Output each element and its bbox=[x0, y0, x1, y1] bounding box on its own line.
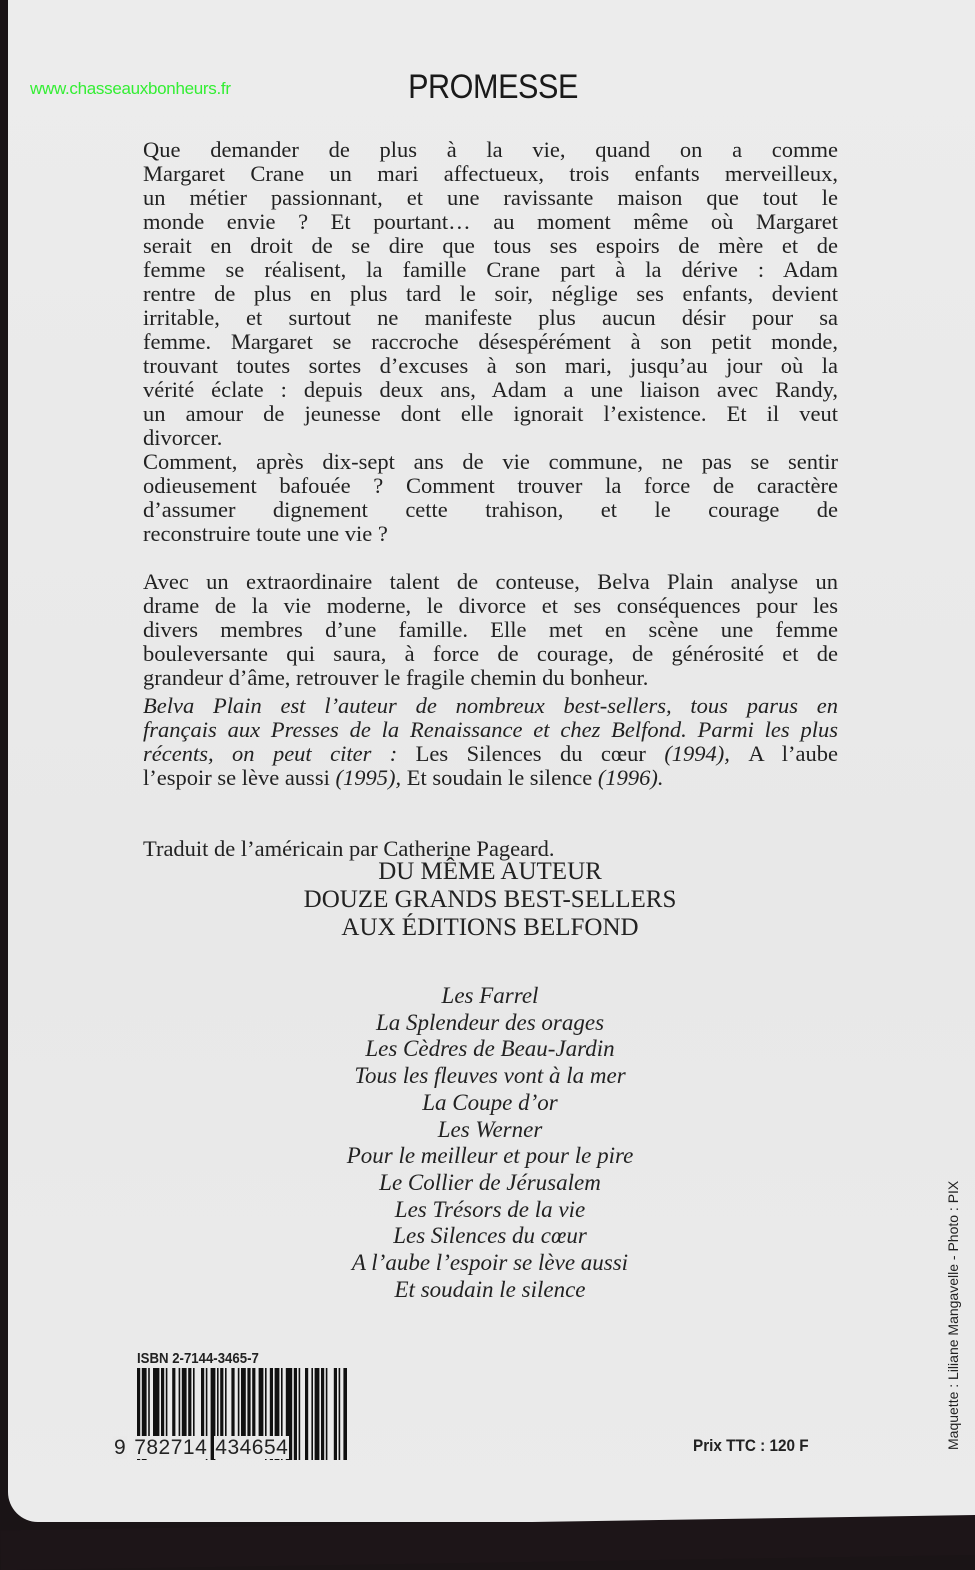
barcode-bar bbox=[315, 1368, 320, 1460]
text-line: femme. Margaret se raccroche désespérément à son petit monde, bbox=[143, 329, 838, 354]
book-title-item: La Coupe d’or bbox=[422, 1089, 558, 1115]
author-bio bbox=[143, 694, 838, 790]
other-works-heading bbox=[140, 858, 840, 942]
barcode-bar bbox=[294, 1368, 297, 1460]
barcode-digit-prefix: 9 bbox=[114, 1436, 127, 1459]
barcode-bar bbox=[241, 1368, 246, 1440]
book-title-item: Pour le meilleur et pour le pire bbox=[346, 1143, 634, 1169]
barcode-bar bbox=[247, 1368, 250, 1440]
text-line: bouleversante qui saura, à force de courage, de générosité et de bbox=[143, 641, 838, 666]
barcode-bar bbox=[172, 1368, 175, 1440]
bio-line bbox=[143, 694, 838, 718]
heading-line: AUX ÉDITIONS BELFOND bbox=[341, 914, 639, 941]
book-title-item: Les Cèdres de Beau-Jardin bbox=[365, 1036, 615, 1062]
barcode-bar bbox=[299, 1368, 301, 1460]
other-works-list bbox=[140, 983, 840, 1303]
background-edge bbox=[0, 1515, 975, 1570]
text-line: rentre de plus en plus tard le soir, néglige ses enfants, devient bbox=[143, 281, 838, 306]
text-line: femme se réalisent, la famille Crane part à la dérive : Adam bbox=[143, 257, 838, 282]
text-line: Avec un extraordinaire talent de conteuse, Belva Plain analyse un bbox=[143, 569, 838, 594]
bio-segment: français aux Presses de la Renaissance et chez Belfond. Parmi les plus bbox=[143, 717, 838, 742]
barcode-bar bbox=[334, 1368, 337, 1460]
barcode-bar bbox=[305, 1368, 308, 1460]
book-title-item: Tous les fleuves vont à la mer bbox=[354, 1063, 626, 1089]
barcode-bar bbox=[343, 1368, 347, 1460]
book-title-item: Les Farrel bbox=[441, 983, 539, 1008]
barcode-bar bbox=[182, 1368, 187, 1440]
design-photo-credit: Maquette : Liliane Mangavelle - Photo : PIX bbox=[945, 1180, 961, 1450]
text-line: serait en droit de se dire que tous ses espoirs de mère et de bbox=[143, 233, 838, 258]
barcode-bar bbox=[166, 1368, 168, 1440]
bio-segment: (1994), bbox=[664, 741, 749, 766]
text-line: trouvant toutes sortes d’excuses à son mari, jusqu’au jour où la bbox=[143, 353, 838, 378]
bio-segment: Et soudain le silence bbox=[406, 765, 598, 790]
barcode-bar bbox=[193, 1368, 195, 1440]
watermark-url: www.chasseauxbonheurs.fr bbox=[30, 79, 231, 98]
isbn: ISBN 2-7144-3465-7 bbox=[137, 1350, 259, 1367]
barcode-bar bbox=[259, 1368, 264, 1440]
text-line: d’assumer dignement cette trahison, et le courage de bbox=[143, 497, 838, 522]
text-line: divorcer. bbox=[143, 425, 223, 450]
bio-line bbox=[143, 742, 838, 766]
bio-segment: récents, on peut citer : bbox=[143, 741, 416, 766]
bio-segment: l’espoir se lève aussi bbox=[143, 765, 336, 790]
book-title-item: A l’aube l’espoir se lève aussi bbox=[351, 1250, 629, 1276]
barcode-bar bbox=[311, 1368, 313, 1460]
text-line: vérité éclate : depuis deux ans, Adam a une liaison avec Randy, bbox=[143, 377, 838, 402]
translator-credit: Traduit de l’américain par Catherine Pageard. bbox=[143, 836, 555, 861]
book-title-item: Et soudain le silence bbox=[394, 1276, 586, 1302]
bio-segment: A l’aube bbox=[748, 741, 838, 766]
price: Prix TTC : 120 F bbox=[693, 1436, 809, 1455]
bio-segment: (1995), bbox=[335, 765, 407, 790]
barcode-bar bbox=[326, 1368, 328, 1460]
barcode-digits-left: 782714 bbox=[134, 1436, 208, 1459]
text-line: reconstruire toute une vie ? bbox=[143, 521, 388, 546]
book-title-item: Le Collier de Jérusalem bbox=[379, 1169, 601, 1195]
text-line: un métier passionnant, et une ravissante maison que tout le bbox=[143, 185, 838, 210]
heading-line: DU MÊME AUTEUR bbox=[378, 858, 602, 885]
barcode-bar bbox=[231, 1368, 234, 1440]
synopsis-paragraph bbox=[143, 450, 838, 546]
barcode-bar bbox=[321, 1368, 324, 1460]
text-line: Que demander de plus à la vie, quand on a comme bbox=[143, 137, 838, 162]
barcode-bar bbox=[238, 1368, 240, 1440]
barcode-bar bbox=[201, 1368, 204, 1440]
synopsis-paragraph bbox=[143, 138, 838, 450]
text-line: grandeur d’âme, retrouver le fragile chemin du bonheur. bbox=[143, 665, 649, 690]
barcode-bar bbox=[220, 1368, 223, 1440]
book-title-item: Les Silences du cœur bbox=[393, 1223, 587, 1249]
bio-segment: Les Silences du cœur bbox=[415, 741, 665, 766]
barcode-bar bbox=[339, 1368, 341, 1460]
barcode-bar bbox=[225, 1368, 227, 1440]
text-line: monde envie ? Et pourtant… au moment même où Margaret bbox=[143, 209, 838, 234]
bio-segment: (1996). bbox=[597, 765, 664, 790]
heading-line: DOUZE GRANDS BEST-SELLERS bbox=[303, 886, 677, 913]
text-line: odieusement bafouée ? Comment trouver la force de caractère bbox=[143, 473, 838, 498]
book-title-item: Les Trésors de la vie bbox=[394, 1196, 586, 1222]
bio-line bbox=[143, 718, 838, 742]
text-line: irritable, et surtout ne manifeste plus aucun désir pour sa bbox=[143, 305, 838, 330]
barcode-digits-right: 434654 bbox=[215, 1436, 289, 1459]
text-line: un amour de jeunesse dont elle ignorait l’existence. Et il veut bbox=[143, 401, 838, 426]
text-line: Margaret Crane un mari affectueux, trois enfants merveilleux, bbox=[143, 161, 838, 186]
book-title: PROMESSE bbox=[408, 68, 578, 106]
bio-segment: Belva Plain est l’auteur de nombreux best-sellers, tous parus en bbox=[143, 693, 838, 718]
barcode-bar bbox=[148, 1368, 150, 1440]
text-line: drame de la vie moderne, le divorce et ses conséquences pour les bbox=[143, 593, 838, 618]
barcode-digits bbox=[113, 1436, 289, 1460]
text-line: divers membres d’une famille. Elle met en scène une femme bbox=[143, 617, 838, 642]
barcode-bar bbox=[217, 1368, 219, 1440]
bio-line bbox=[143, 766, 838, 790]
book-title-item: Les Werner bbox=[437, 1116, 543, 1142]
text-line: Comment, après dix-sept ans de vie commune, ne pas se sentir bbox=[143, 449, 838, 474]
barcode-bar bbox=[153, 1368, 159, 1440]
synopsis-paragraph bbox=[143, 570, 838, 690]
book-title-item: La Splendeur des orages bbox=[375, 1009, 605, 1035]
barcode-bar bbox=[252, 1368, 255, 1440]
barcode-bar bbox=[179, 1368, 181, 1440]
barcode-bar bbox=[188, 1368, 191, 1440]
barcode-bar bbox=[161, 1368, 164, 1440]
